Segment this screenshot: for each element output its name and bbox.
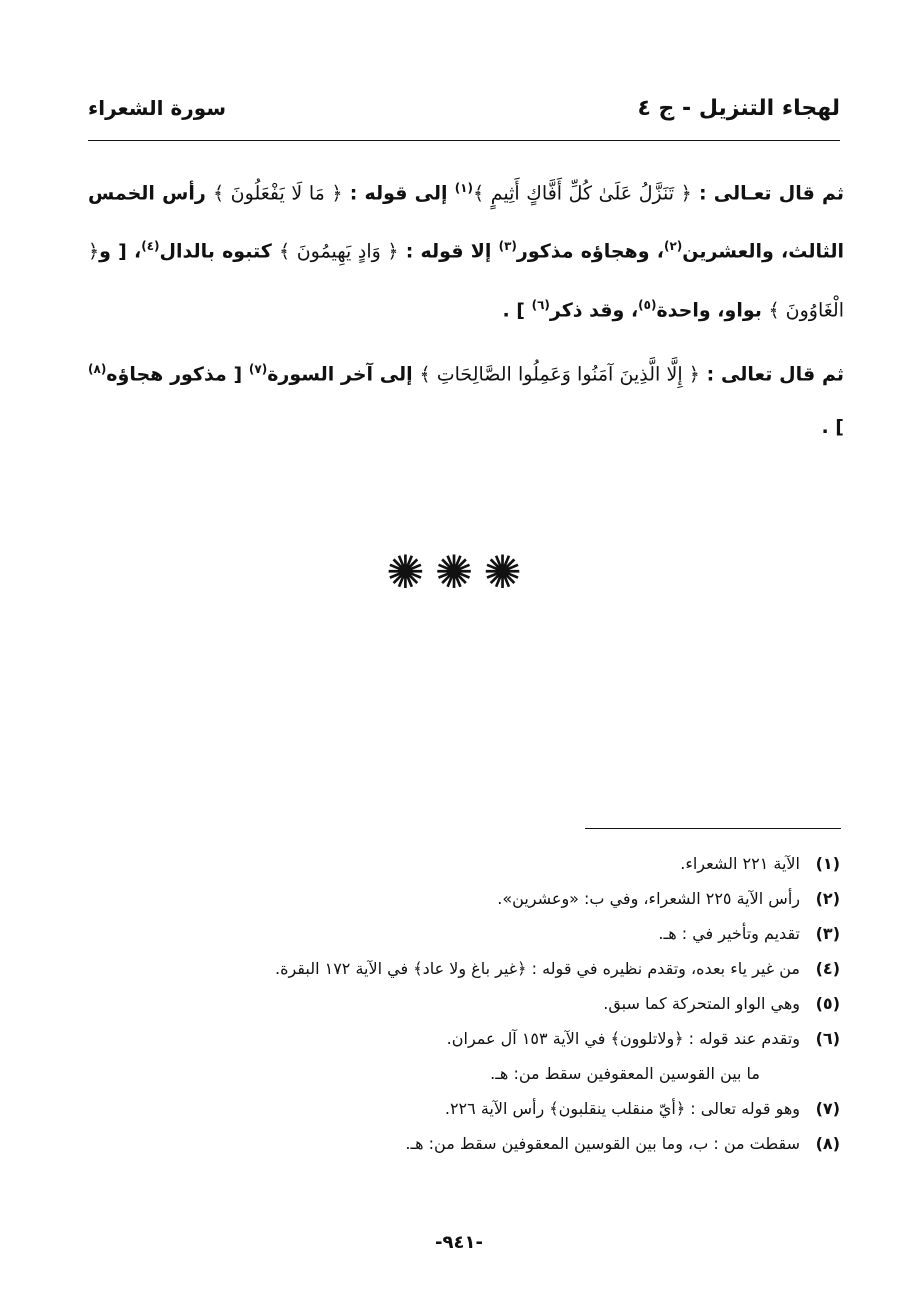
footnote-text: ما بين القوسين المعقوفين سقط من: هـ. xyxy=(490,1064,760,1083)
footnote-ref: (١) xyxy=(454,181,473,195)
footnote-ref: (٦) xyxy=(531,297,550,312)
text-run: رأس الخمس الثالث، والعشرين xyxy=(88,182,845,263)
section-separator-stars: ✺✺✺ xyxy=(386,545,532,599)
text-run: ] . xyxy=(821,416,844,439)
text-run: إلى قوله : xyxy=(342,182,455,205)
text-run: إلى آخر السورة xyxy=(267,363,420,386)
text-run: [ مذكور هجاؤه xyxy=(106,363,249,386)
footnote-text: رأس الآية ٢٢٥ الشعراء، وفي ب: «وعشرين». xyxy=(497,889,800,908)
paragraph xyxy=(88,162,844,337)
text-run: ، [ و xyxy=(99,240,142,263)
text-run: ، وهجاؤه مذكور xyxy=(516,240,664,263)
footnote-number: (٦) xyxy=(815,1029,840,1048)
footnote-ref: (٣) xyxy=(498,239,517,254)
main-text xyxy=(88,162,844,454)
footnotes-list xyxy=(160,846,840,1161)
footnote-text: وتقدم عند قوله : ﴿ولاتلوون﴾ في الآية ١٥٣ آل عمران. xyxy=(446,1029,800,1048)
footnote-number: (٤) xyxy=(815,959,840,978)
surah-title: سورة الشعراء xyxy=(88,96,227,120)
footnote-text: تقديم وتأخير في : هـ. xyxy=(658,924,800,943)
text-run: إلا قوله : xyxy=(398,240,499,263)
page-number: -٩٤١- xyxy=(435,1232,483,1253)
footnote-text: الآية ٢٢١ الشعراء. xyxy=(680,854,800,873)
quran-verse: ﴿ مَا لَا يَفْعَلُونَ ﴾ xyxy=(212,182,343,205)
footnote-ref: (٧) xyxy=(248,361,268,376)
footnote-ref: (٢) xyxy=(663,239,683,254)
footnote-text: من غير ياء بعده، وتقدم نظيره في قوله : ﴿غير باغ ولا عاد﴾ في الآية ١٧٢ البقرة. xyxy=(274,959,800,978)
paragraph xyxy=(88,343,844,454)
text-run: كتبوه بالدال xyxy=(159,240,279,263)
footnote-number: (٨) xyxy=(815,1134,840,1153)
footnote-number: (٥) xyxy=(815,994,840,1013)
footnote-text: وهو قوله تعالى : ﴿أيّ منقلب ينقلبون﴾ رأس الآية ٢٢٦. xyxy=(444,1099,800,1118)
footnote-number: (١) xyxy=(815,854,840,873)
text-run: ، وقد ذكر xyxy=(549,298,639,321)
text-run: ] . xyxy=(502,298,532,321)
footnote-number: (٧) xyxy=(815,1099,840,1118)
footnote-divider xyxy=(585,828,841,829)
page-header xyxy=(88,96,840,140)
footnote-ref: (٨) xyxy=(88,361,107,376)
book-title: لهجاء التنزيل - ج ٤ xyxy=(637,96,840,121)
quran-verse: ﴿ وَادٍ يَهِيمُونَ ﴾ xyxy=(278,240,399,263)
quran-verse: ﴿ إِلَّا الَّذِينَ آمَنُوا وَعَمِلُوا الصَّالِحَاتِ ﴾ xyxy=(419,363,700,386)
footnote-ref: (٥) xyxy=(638,297,657,312)
quran-verse: ﴿ الْغَاوُونَ ﴾ xyxy=(88,240,844,321)
text-run: ثم قال تعالى : xyxy=(699,363,844,386)
text-run: بواو، واحدة xyxy=(656,298,769,321)
footnote-text: سقطت من : ب، وما بين القوسين المعقوفين سقط من: هـ. xyxy=(405,1134,800,1153)
header-divider xyxy=(88,140,840,141)
footnote-number: (٢) xyxy=(815,889,840,908)
text-run: ثم قال تعـالى : xyxy=(691,182,844,205)
quran-verse: ﴿ تَنَزَّلُ عَلَىٰ كُلِّ أَفَّاكٍ أَثِيمٍ ﴾ xyxy=(472,182,692,205)
footnote-ref: (٤) xyxy=(141,239,160,254)
footnote-text: وهي الواو المتحركة كما سبق. xyxy=(603,994,800,1013)
footnote-number: (٣) xyxy=(815,924,840,943)
